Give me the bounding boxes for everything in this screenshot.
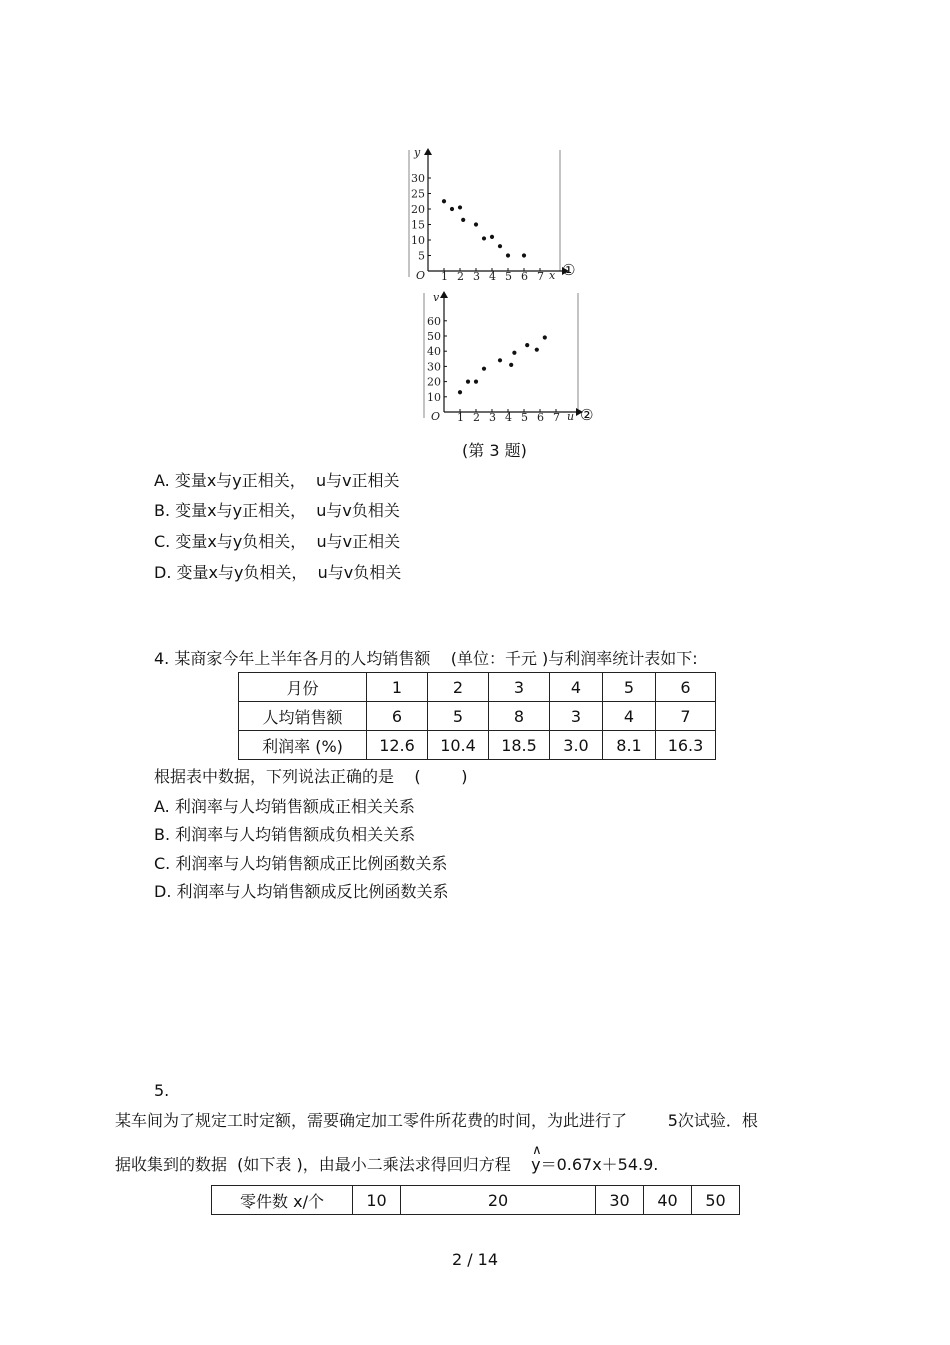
y-tick-label: 20 bbox=[411, 203, 425, 216]
q4-prompt: 根据表中数据，下列说法正确的是 ( ) bbox=[154, 767, 468, 786]
table-cell: 月份 bbox=[239, 673, 367, 702]
data-point bbox=[506, 253, 510, 257]
y-axis-label: v bbox=[433, 291, 440, 304]
table-cell: 5 bbox=[603, 673, 656, 702]
table-cell: 零件数 x/个 bbox=[212, 1186, 353, 1215]
q5-table bbox=[211, 1185, 740, 1215]
x-tick-label: 2 bbox=[457, 270, 464, 283]
y-tick-label: 60 bbox=[427, 314, 441, 328]
data-point bbox=[474, 380, 478, 384]
table-cell: 20 bbox=[401, 1186, 596, 1215]
x-tick-label: 6 bbox=[521, 270, 528, 283]
x-tick-label: 1 bbox=[441, 270, 448, 283]
chart-1-label: ① bbox=[562, 261, 576, 279]
table-cell: 2 bbox=[428, 673, 489, 702]
q4-option-d: D. 利润率与人均销售额成反比例函数关系 bbox=[154, 882, 449, 901]
data-point bbox=[509, 363, 513, 367]
table-cell: 10 bbox=[353, 1186, 401, 1215]
q5-line-2-post: ＝0.67x＋54.9. bbox=[540, 1155, 659, 1174]
table-cell: 8 bbox=[489, 702, 550, 731]
y-tick-label: 30 bbox=[427, 360, 441, 374]
y-tick-label: 40 bbox=[427, 345, 441, 359]
data-point bbox=[490, 235, 494, 239]
data-point bbox=[498, 358, 502, 362]
data-point bbox=[461, 218, 465, 222]
data-point bbox=[442, 199, 446, 203]
table-row bbox=[239, 731, 716, 760]
table-cell: 1 bbox=[367, 673, 428, 702]
table-cell: 8.1 bbox=[603, 731, 656, 760]
x-tick-label: 2 bbox=[473, 411, 480, 424]
y-axis-arrow bbox=[424, 148, 432, 155]
q4-option-b: B. 利润率与人均销售额成负相关关系 bbox=[154, 825, 416, 844]
q4-stem: 4. 某商家今年上半年各月的人均销售额 (单位：千元 )与利润率统计表如下: bbox=[154, 649, 698, 668]
table-cell: 3 bbox=[489, 673, 550, 702]
table-cell: 16.3 bbox=[656, 731, 716, 760]
table-cell: 5 bbox=[428, 702, 489, 731]
data-point bbox=[458, 390, 462, 394]
q4-option-c: C. 利润率与人均销售额成正比例函数关系 bbox=[154, 854, 448, 873]
data-point bbox=[498, 244, 502, 248]
table-row bbox=[239, 673, 716, 702]
data-point bbox=[482, 367, 486, 371]
table-cell: 18.5 bbox=[489, 731, 550, 760]
table-cell: 3 bbox=[550, 702, 603, 731]
x-tick-label: 7 bbox=[553, 411, 560, 424]
y-tick-label: 15 bbox=[411, 218, 425, 232]
table-cell: 6 bbox=[367, 702, 428, 731]
y-axis-label: y bbox=[414, 146, 421, 159]
x-tick-label: 4 bbox=[505, 411, 512, 424]
data-point bbox=[466, 380, 470, 384]
y-tick-label: 10 bbox=[411, 234, 425, 247]
table-cell: 40 bbox=[644, 1186, 692, 1215]
table-cell: 利润率 (%) bbox=[239, 731, 367, 760]
table-cell: 人均销售额 bbox=[239, 702, 367, 731]
data-point bbox=[450, 207, 454, 211]
data-point bbox=[512, 351, 516, 355]
q3-option-c: C. 变量x与y负相关， u与v正相关 bbox=[154, 532, 401, 551]
table-cell: 30 bbox=[596, 1186, 644, 1215]
q3-option-a: A. 变量x与y正相关， u与v正相关 bbox=[154, 471, 400, 490]
table-row bbox=[239, 702, 716, 731]
table-cell: 4 bbox=[550, 673, 603, 702]
table-cell: 7 bbox=[656, 702, 716, 731]
table-cell: 3.0 bbox=[550, 731, 603, 760]
data-point bbox=[543, 335, 547, 339]
q4-option-a: A. 利润率与人均销售额成正相关关系 bbox=[154, 797, 415, 816]
y-tick-label: 50 bbox=[427, 330, 441, 343]
x-axis-label: u bbox=[567, 410, 575, 423]
data-point bbox=[535, 348, 539, 352]
q3-option-b: B. 变量x与y正相关， u与v负相关 bbox=[154, 501, 400, 520]
table-cell: 50 bbox=[692, 1186, 740, 1215]
x-tick-label: 7 bbox=[537, 270, 544, 283]
q5-line-2-pre: 据收集到的数据 (如下表 )，由最小二乘法求得回归方程 bbox=[115, 1155, 532, 1174]
figure-caption: (第 3 题) bbox=[462, 441, 527, 460]
y-tick-label: 30 bbox=[411, 172, 425, 185]
table-cell: 4 bbox=[603, 702, 656, 731]
y-tick-label: 25 bbox=[411, 187, 425, 201]
q5-line-1: 某车间为了规定工时定额，需要确定加工零件所花费的时间，为此进行了 5次试验．根 bbox=[115, 1111, 758, 1130]
scatter-chart-2 bbox=[404, 288, 584, 428]
x-tick-label: 5 bbox=[505, 270, 512, 283]
chart-2-label: ② bbox=[580, 406, 594, 424]
y-hat-symbol: ∧ y bbox=[531, 1155, 540, 1174]
x-tick-label: 3 bbox=[489, 411, 496, 424]
page-number: 2 / 14 bbox=[451, 1250, 499, 1269]
x-tick-label: 1 bbox=[457, 411, 464, 424]
x-tick-label: 4 bbox=[489, 270, 496, 283]
q3-option-d: D. 变量x与y负相关， u与v负相关 bbox=[154, 563, 402, 582]
data-point bbox=[458, 205, 462, 209]
origin-label: O bbox=[431, 410, 441, 423]
table-cell: 10.4 bbox=[428, 731, 489, 760]
data-point bbox=[474, 222, 478, 226]
data-point bbox=[522, 253, 526, 257]
y-tick-label: 10 bbox=[427, 390, 441, 404]
q5-number: 5. bbox=[154, 1081, 170, 1100]
q4-table bbox=[238, 672, 716, 760]
y-axis-arrow bbox=[440, 291, 448, 298]
table-cell: 6 bbox=[656, 673, 716, 702]
y-tick-label: 20 bbox=[427, 375, 441, 389]
x-tick-label: 6 bbox=[537, 411, 544, 424]
data-point bbox=[482, 236, 486, 240]
x-axis-label: x bbox=[549, 269, 556, 282]
scatter-chart-1 bbox=[404, 145, 584, 285]
table-row bbox=[212, 1186, 740, 1215]
y-tick-label: 5 bbox=[418, 249, 425, 263]
data-point bbox=[525, 343, 529, 347]
x-tick-label: 5 bbox=[521, 411, 528, 424]
x-tick-label: 3 bbox=[473, 270, 480, 283]
table-cell: 12.6 bbox=[367, 731, 428, 760]
q5-line-2 bbox=[115, 1152, 658, 1175]
origin-label: O bbox=[416, 269, 426, 282]
